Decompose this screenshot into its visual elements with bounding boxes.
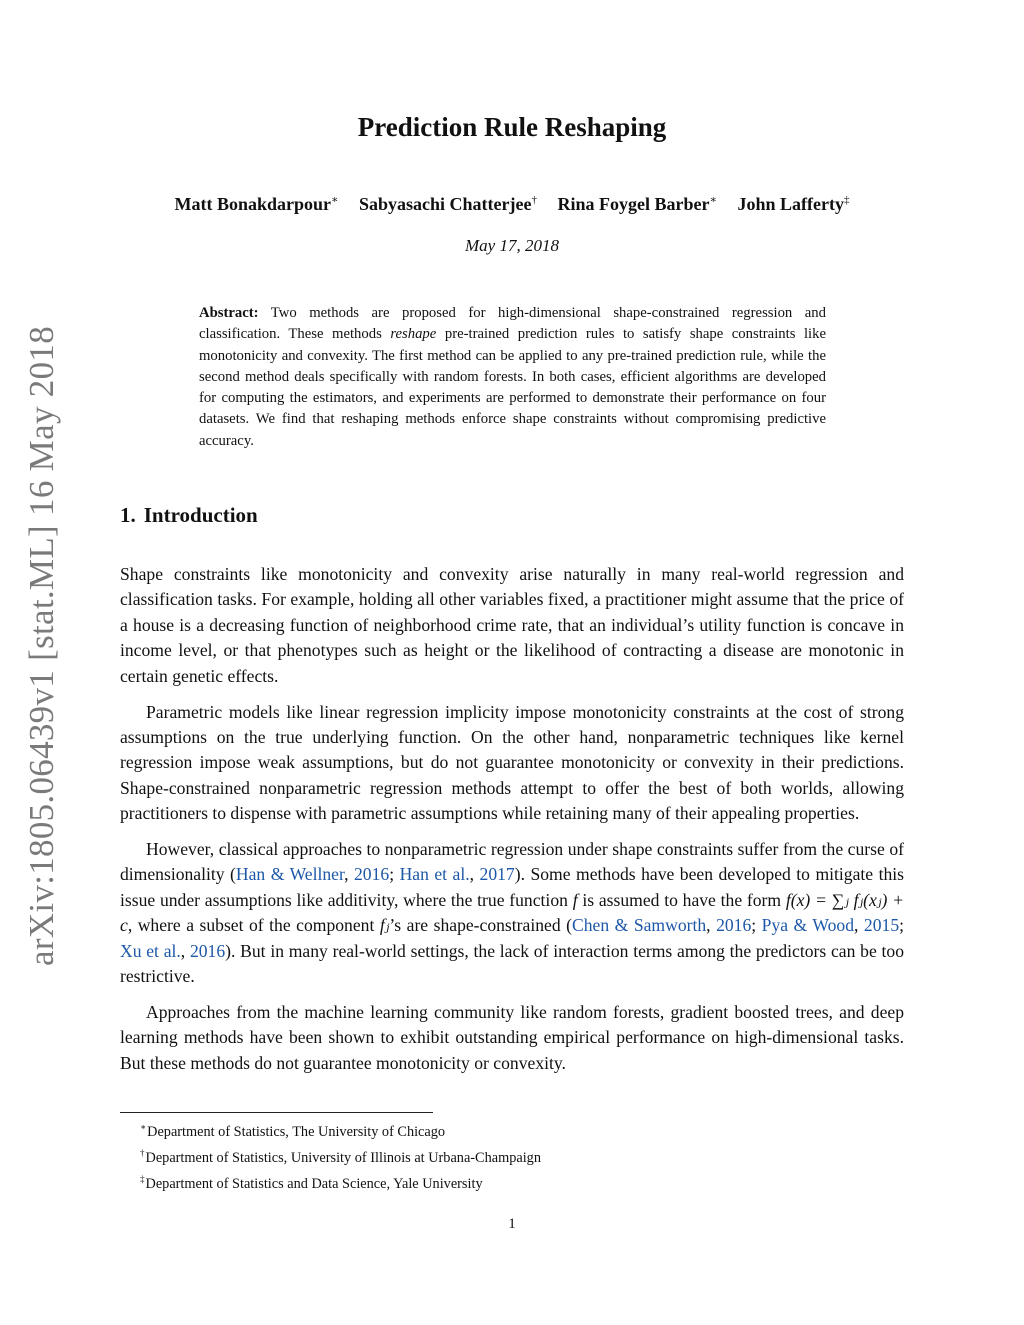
author-list: [0, 193, 1024, 215]
paragraph-4: Approaches from the machine learning community like random forests, gradient boosted trees, and deep learning methods have been shown to exhibit outstanding empirical performance on high-dimensional tasks. But these methods do not guarantee monotonicity or convexity.: [120, 1002, 904, 1073]
footnotes: [140, 1117, 541, 1194]
paragraph-2: Parametric models like linear regression implicity impose monotonicity constraints at the cost of strong assumptions on the true underlying function. On the other hand, nonparametric techniques like kernel regression impose weak assumptions, but do not guarantee monotonicity or convexity in their predictions. Shape-constrained nonparametric regression methods attempt to offer the best of both worlds, allowing practitioners to dispense with parametric assumptions while retaining many of their appealing properties.: [120, 701, 904, 824]
citation-link[interactable]: Xu et al.: [120, 940, 181, 961]
author-4: John Lafferty‡: [737, 194, 850, 214]
citation-year-link[interactable]: 2016: [354, 864, 390, 885]
citation-link[interactable]: Chen & Samworth: [572, 915, 707, 936]
arxiv-identifier: arXiv:1805.06439v1 [stat.ML] 16 May 2018: [22, 326, 61, 966]
citation-link[interactable]: Han & Wellner: [235, 864, 345, 885]
section-heading-introduction: 1. Introduction: [120, 503, 258, 527]
footnote-divider: [120, 1112, 433, 1113]
citation-link[interactable]: Han et al.: [399, 864, 470, 885]
math-f: f: [572, 889, 578, 910]
abstract: Abstract: Two methods are proposed for high-dimensional shape-constrained regression and classification. These methods reshape pre-trained prediction rules to satisfy shape constraints like monotonicity and convexity. The first method can be applied to any pre-trained prediction rule, while the second method deals specifically with random forests. In both cases, efficient algorithms are developed for computing the estimators, and experiments are performed to demonstrate their performance on four datasets. We find that reshaping methods enforce shape constraints without compromising predictive accuracy.: [199, 305, 826, 449]
citation-year-link[interactable]: 2015: [863, 915, 900, 936]
author-3: Rina Foygel Barber∗: [557, 194, 717, 214]
citation-year-link[interactable]: 2016: [189, 940, 226, 961]
paragraph-3: However, classical approaches to nonparametric regression under shape constraints suffer from the curse of dimensionality (Han & Wellner, 2016; Han et al., 2017). Some methods have been developed to mitigate this issue under assumptions like additivity, where the true function f is assumed to have the form f(x) = ∑ⱼ fⱼ(xⱼ) + c, where a subset of the component fⱼ’s are shape-constrained (Chen & Samworth, 2016; Pya & Wood, 2015; Xu et al., 2016). But in many real-world settings, the lack of interaction terms among the predictors can be too restrictive.: [120, 839, 905, 987]
author-1: Matt Bonakdarpour∗: [174, 194, 339, 214]
footnote-3: ‡Department of Statistics and Data Science, Yale University: [140, 1173, 483, 1192]
introduction-body: [120, 562, 904, 1087]
footnote-2: †Department of Statistics, University of Illinois at Urbana-Champaign: [140, 1147, 541, 1166]
abstract-label: Abstract:: [199, 305, 259, 321]
publication-date: May 17, 2018: [465, 236, 559, 255]
math-additive-form: f(x) = ∑ⱼ fⱼ(xⱼ) + c: [120, 889, 904, 936]
paragraph-1: Shape constraints like monotonicity and convexity arise naturally in many real-world regression and classification tasks. For example, holding all other variables fixed, a practitioner might assume that the price of a house is a decreasing function of neighborhood crime rate, that an individual’s utility function is concave in income level, or that phenotypes such as height or the likelihood of contracting a disease are monotonic in certain genetic effects.: [120, 564, 904, 686]
author-2: Sabyasachi Chatterjee†: [359, 194, 537, 214]
citation-link[interactable]: Pya & Wood: [761, 915, 855, 936]
citation-year-link[interactable]: 2017: [479, 864, 515, 885]
paper-title: Prediction Rule Reshaping: [357, 112, 667, 142]
page-number: 1: [508, 1216, 516, 1232]
citation-year-link[interactable]: 2016: [716, 915, 752, 936]
footnote-1: ∗Department of Statistics, The University of Chicago: [140, 1122, 446, 1140]
math-fj: fⱼ: [379, 915, 390, 936]
